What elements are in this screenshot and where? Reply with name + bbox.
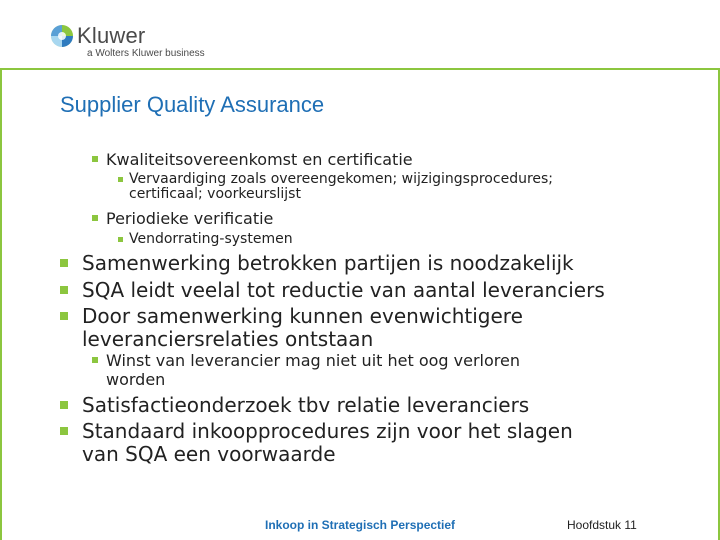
bullet-square-icon xyxy=(92,215,98,221)
bullet-standaard-inkoop xyxy=(60,420,573,466)
bullet-sqa-reductie xyxy=(60,279,605,302)
footer-chapter: Hoofdstuk 11 xyxy=(567,518,637,532)
bullet-kwaliteitsovereenkomst xyxy=(92,150,413,169)
bullet-text-line: worden xyxy=(106,370,166,389)
bullet-square-icon xyxy=(92,357,98,363)
bullet-square-icon xyxy=(60,286,68,294)
bullet-square-icon xyxy=(92,156,98,162)
bullet-square-icon xyxy=(60,401,68,409)
bullet-vervaardiging xyxy=(118,172,553,202)
bullet-text-line: Vervaardiging zoals overeengekomen; wijzigingsprocedures; xyxy=(129,171,554,187)
logo-wordmark: Kluwer xyxy=(77,23,146,48)
logo-subtitle: a Wolters Kluwer business xyxy=(87,48,205,59)
bullet-text-line: Door samenwerking kunnen evenwichtigere xyxy=(82,304,523,328)
footer-book-title: Inkoop in Strategisch Perspectief xyxy=(265,518,456,532)
kluwer-globe-logo-icon xyxy=(50,24,74,48)
bullet-text: SQA leidt veelal tot reductie van aantal leveranciers xyxy=(82,278,605,302)
bullet-square-icon xyxy=(118,177,123,182)
bullet-text: Periodieke verificatie xyxy=(106,209,274,228)
bullet-square-icon xyxy=(118,237,123,242)
bullet-text-line: leveranciersrelaties ontstaan xyxy=(82,327,374,351)
bullet-text-line: van SQA een voorwaarde xyxy=(82,442,336,466)
bullet-text: Kwaliteitsovereenkomst en certificatie xyxy=(106,150,413,169)
bullet-winst-leverancier xyxy=(92,351,520,389)
bullet-square-icon xyxy=(60,312,68,320)
kluwer-logo xyxy=(50,22,220,62)
bullet-samenwerking xyxy=(60,252,574,275)
bullet-satisfactieonderzoek xyxy=(60,394,529,417)
bullet-text: Samenwerking betrokken partijen is noodzakelijk xyxy=(82,251,574,275)
bullet-text: Satisfactieonderzoek tbv relatie leveranciers xyxy=(82,393,530,417)
bullet-periodieke-verificatie xyxy=(92,209,273,228)
bullet-text-line: certificaal; voorkeurslijst xyxy=(129,186,301,202)
bullet-square-icon xyxy=(60,259,68,267)
bullet-vendorrating xyxy=(118,232,293,247)
bullet-text-line: Standaard inkoopprocedures zijn voor het slagen xyxy=(82,419,573,443)
bullet-text: Vendorrating-systemen xyxy=(129,231,293,247)
bullet-text-line: Winst van leverancier mag niet uit het oog verloren xyxy=(106,351,520,370)
bullet-door-samenwerking xyxy=(60,305,523,351)
bullet-square-icon xyxy=(60,427,68,435)
slide-title: Supplier Quality Assurance xyxy=(60,92,325,117)
